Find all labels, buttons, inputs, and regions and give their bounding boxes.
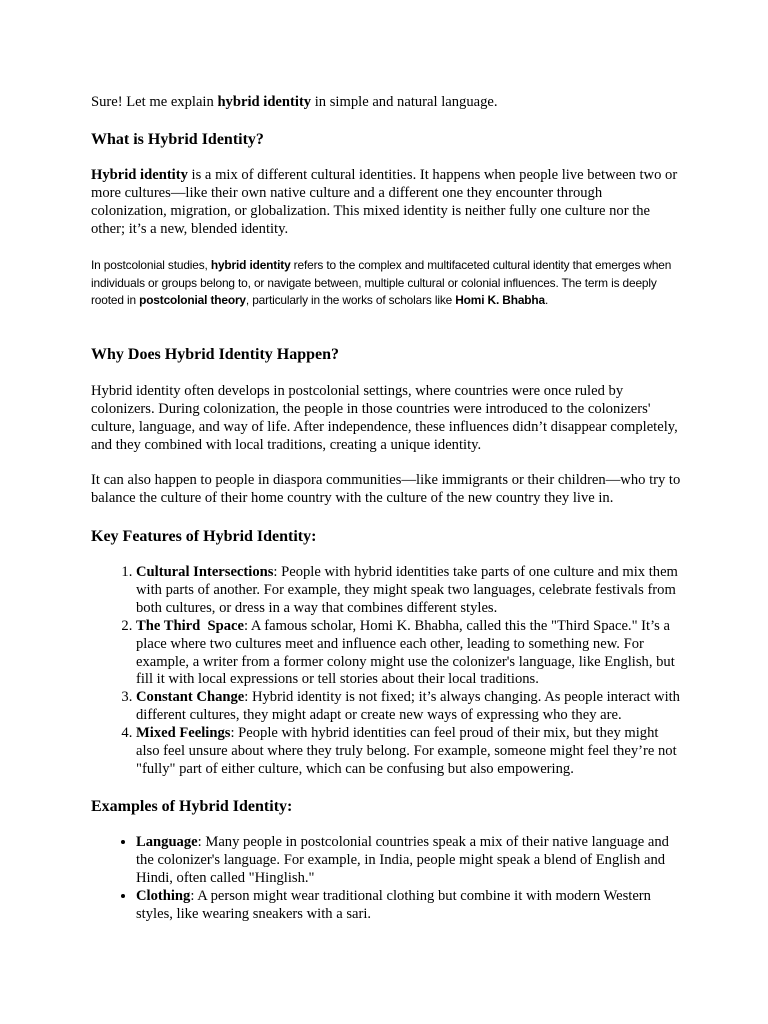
feature-text: : People with hybrid identities can feel proud of their mix, but they might also feel unsure about where they truly belong. For example, someone might feel they’re not "fully" part of either culture, which can be confusing but also empowering. [136,725,677,777]
example-term: Language [136,834,198,850]
heading-key-features: Key Features of Hybrid Identity: [91,528,317,545]
heading-what-is: What is Hybrid Identity? [91,131,264,148]
postcolonial-paragraph [91,257,681,310]
list-item [136,888,681,924]
examples-list [91,834,681,924]
postcolonial-text-2: refers to the complex and multifaceted cultural identity that emerges when individuals or groups belong to, or navigate between, multiple cultural or colonial influences. The term is deeply rooted in [91,258,672,308]
why-paragraph-2: It can also happen to people in diaspora communities—like immigrants or their children—who try to balance the culture of their home country with the culture of the new country they live in. [91,472,681,506]
intro-bold-term: hybrid identity [217,94,312,110]
example-text: : A person might wear traditional clothing but combine it with modern Western styles, like wearing sneakers with a sari. [136,887,651,922]
list-item [136,564,681,618]
postcolonial-bold-1: hybrid identity [210,258,291,272]
intro-text-after: in simple and natural language. [311,94,498,110]
features-list [91,564,681,779]
what-paragraph [91,167,681,239]
heading-why: Why Does Hybrid Identity Happen? [91,346,340,363]
example-text: : Many people in postcolonial countries speak a mix of their native language and the colonizer's language. For example, in India, people might speak a blend of English and Hindi, often called "Hinglish." [136,834,669,886]
postcolonial-bold-3: Homi K. Bhabha [455,293,545,308]
list-item [136,689,681,725]
why-paragraph-1: Hybrid identity often develops in postcolonial settings, where countries were once ruled by colonizers. During colonization, the people in those countries were introduced to the colonizers' culture, language, and way of life. After independence, these influences didn’t disappear completely, and they combined with local traditions, creating a unique identity. [91,383,678,453]
feature-text: : A famous scholar, Homi K. Bhabha, called this the "Third Space." It’s a place where two cultures meet and influence each other, leading to something new. For example, a writer from a former colony might use the colonizer's language, like English, but fill it with local expressions or tell stories about their local traditions. [136,617,675,688]
intro-text-before: Sure! Let me explain [91,94,218,110]
postcolonial-text-1: In postcolonial studies, [91,258,211,272]
postcolonial-text-3: , particularly in the works of scholars like [245,293,456,308]
postcolonial-text-4: . [544,293,549,308]
feature-text: : Hybrid identity is not fixed; it’s always changing. As people interact with different cultures, they might adapt or create new ways of expressing who they are. [136,689,680,724]
list-item [136,618,681,690]
what-text: is a mix of different cultural identities. It happens when people live between two or more cultures—like their own native culture and a different one they encounter through colonization, migration, or globalization. This mixed identity is neither fully one culture nor the other; it’s a new, blended identity. [91,167,678,237]
feature-term: Mixed Feelings [136,725,231,742]
feature-term: Cultural Intersections [136,564,274,580]
what-bold-term: Hybrid identity [91,167,188,183]
postcolonial-bold-2: postcolonial theory [139,293,246,308]
list-item [136,834,681,888]
feature-text: : People with hybrid identities take parts of one culture and mix them with parts of another. For example, they might speak two languages, celebrate festivals from both cultures, or dress in a way that combines different styles. [136,564,678,616]
example-term: Clothing [136,887,191,904]
feature-term: Constant Change [136,689,245,706]
feature-term: The Third Space [136,617,244,634]
intro-paragraph [91,94,681,112]
heading-examples: Examples of Hybrid Identity: [91,798,293,815]
list-item [136,725,681,779]
